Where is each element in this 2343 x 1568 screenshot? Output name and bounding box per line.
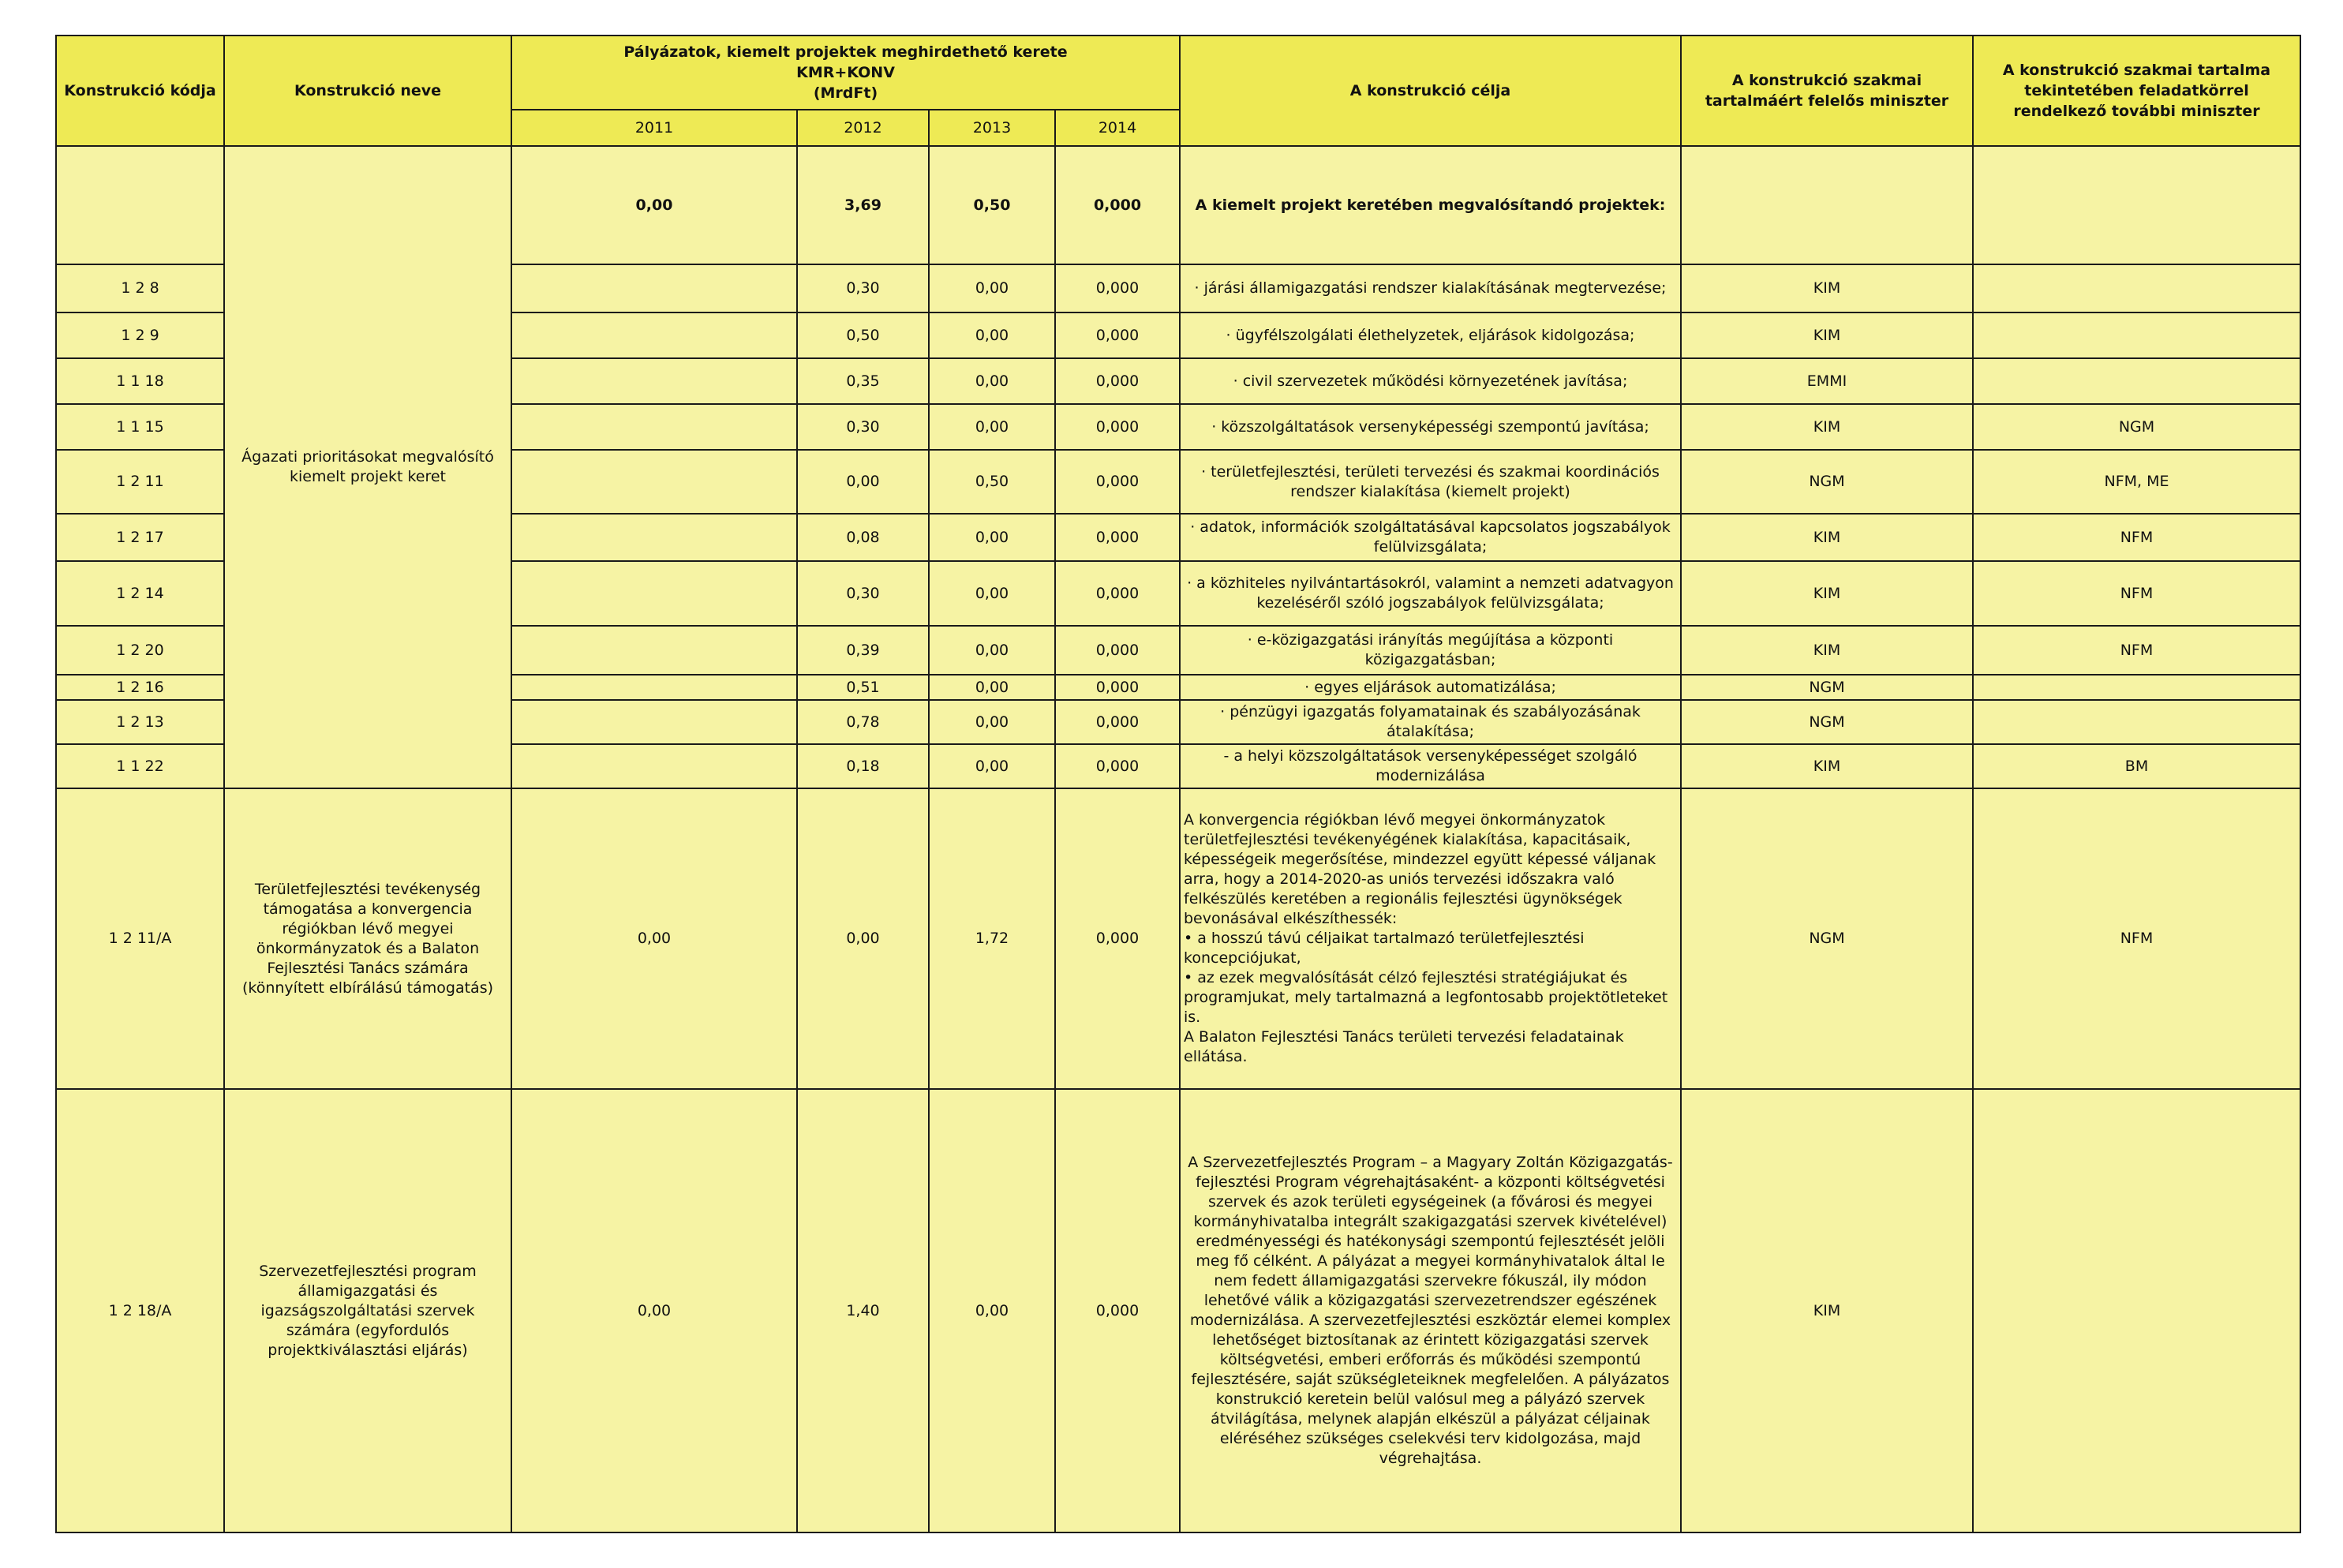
cell-2011 xyxy=(511,312,797,358)
cell-other-minister xyxy=(1973,358,2300,404)
cell-goal: A kiemelt projekt keretében megvalósítandó projektek: xyxy=(1180,146,1681,264)
cell-goal: · ügyfélszolgálati élethelyzetek, eljárások kidolgozása; xyxy=(1180,312,1681,358)
cell-2014: 0,000 xyxy=(1055,264,1180,312)
cell-code: 1 2 11 xyxy=(56,450,224,514)
table-row xyxy=(56,788,2300,1089)
construction-table xyxy=(55,35,2301,1533)
cell-name: Területfejlesztési tevékenység támogatása a konvergencia régiókban lévő megyei önkormányzatok és a Balaton Fejlesztési Tanács számára (könnyített elbírálású támogatás) xyxy=(224,788,511,1089)
cell-2012: 0,08 xyxy=(797,514,929,561)
cell-code: 1 1 22 xyxy=(56,744,224,788)
cell-other-minister: NFM xyxy=(1973,561,2300,626)
cell-2014: 0,000 xyxy=(1055,514,1180,561)
cell-2014: 0,000 xyxy=(1055,700,1180,744)
cell-2011 xyxy=(511,264,797,312)
cell-other-minister: NFM xyxy=(1973,788,2300,1089)
cell-2011 xyxy=(511,700,797,744)
cell-2012: 0,00 xyxy=(797,450,929,514)
cell-minister xyxy=(1681,146,1973,264)
cell-2013: 0,00 xyxy=(929,700,1055,744)
header-code: Konstrukció kódja xyxy=(56,36,224,146)
cell-2011 xyxy=(511,514,797,561)
cell-2012: 0,78 xyxy=(797,700,929,744)
cell-other-minister xyxy=(1973,264,2300,312)
cell-code: 1 2 16 xyxy=(56,675,224,700)
cell-goal: A Szervezetfejlesztés Program – a Magyary Zoltán Közigazgatás-fejlesztési Program végrehajtásaként- a központi költségvetési szervek és azok területi egységeinek (a fővárosi és megyei kormányhivatalba integrált szakigazgatási szervek kivételével) eredményességi és hatékonysági szempontú fejlesztését jelöli meg fő célként. A pályázat a megyei kormányhivatalok által le nem fedett államigazgatási szervekre fókuszál, ily módon lehetővé válik a közigazgatási szervezetrendszer egészének modernizálása. A szervezetfejlesztési eszköztár elemei komplex lehetőséget biztosítanak az érintett közigazgatási szervek költségvetési, emberi erőforrás és működési szempontú fejlesztésére, saját szükségleteiknek megfelelően. A pályázatos konstrukció keretein belül valósul meg a pályázó szervek átvilágítása, melynek alapján elkészül a pályázat céljainak eléréséhez szükséges cselekvési terv kidolgozása, majd végrehajtása. xyxy=(1180,1089,1681,1532)
cell-2014: 0,000 xyxy=(1055,675,1180,700)
cell-name: Szervezetfejlesztési program államigazgatási és igazságszolgáltatási szervek számára (egyfordulós projektkiválasztási eljárás) xyxy=(224,1089,511,1532)
cell-minister: KIM xyxy=(1681,264,1973,312)
cell-other-minister: BM xyxy=(1973,744,2300,788)
cell-2011 xyxy=(511,404,797,450)
cell-code: 1 2 9 xyxy=(56,312,224,358)
cell-minister: EMMI xyxy=(1681,358,1973,404)
document-page xyxy=(55,35,2300,1533)
cell-2013: 1,72 xyxy=(929,788,1055,1089)
cell-2012: 0,30 xyxy=(797,404,929,450)
cell-minister: NGM xyxy=(1681,450,1973,514)
cell-code: 1 1 18 xyxy=(56,358,224,404)
cell-minister: KIM xyxy=(1681,404,1973,450)
cell-2014: 0,000 xyxy=(1055,146,1180,264)
cell-code: 1 2 20 xyxy=(56,626,224,675)
cell-goal: · a közhiteles nyilvántartásokról, valamint a nemzeti adatvagyon kezeléséről szóló jogszabályok felülvizsgálata; xyxy=(1180,561,1681,626)
cell-2011: 0,00 xyxy=(511,1089,797,1532)
cell-2013: 0,00 xyxy=(929,561,1055,626)
header-year-2013: 2013 xyxy=(929,110,1055,146)
cell-minister: KIM xyxy=(1681,561,1973,626)
cell-2014: 0,000 xyxy=(1055,744,1180,788)
cell-2013: 0,00 xyxy=(929,675,1055,700)
cell-other-minister: NFM xyxy=(1973,626,2300,675)
header-goal: A konstrukció célja xyxy=(1180,36,1681,146)
cell-goal: · pénzügyi igazgatás folyamatainak és szabályozásának átalakítása; xyxy=(1180,700,1681,744)
header-year-2012: 2012 xyxy=(797,110,929,146)
cell-other-minister xyxy=(1973,700,2300,744)
cell-2011: 0,00 xyxy=(511,146,797,264)
table-row-total xyxy=(56,146,2300,264)
cell-2014: 0,000 xyxy=(1055,358,1180,404)
cell-2013: 0,00 xyxy=(929,264,1055,312)
cell-other-minister: NFM, ME xyxy=(1973,450,2300,514)
header-name: Konstrukció neve xyxy=(224,36,511,146)
cell-goal: · adatok, információk szolgáltatásával kapcsolatos jogszabályok felülvizsgálata; xyxy=(1180,514,1681,561)
header-year-2014: 2014 xyxy=(1055,110,1180,146)
cell-2013: 0,50 xyxy=(929,450,1055,514)
cell-2011 xyxy=(511,744,797,788)
cell-2013: 0,00 xyxy=(929,358,1055,404)
cell-2012: 1,40 xyxy=(797,1089,929,1532)
cell-code: 1 2 14 xyxy=(56,561,224,626)
cell-2014: 0,000 xyxy=(1055,312,1180,358)
cell-goal: · civil szervezetek működési környezetének javítása; xyxy=(1180,358,1681,404)
header-minister: A konstrukció szakmai tartalmáért felelős miniszter xyxy=(1681,36,1973,146)
header-frame-title: Pályázatok, kiemelt projektek meghirdethető kerete KMR+KONV (MrdFt) xyxy=(511,36,1180,110)
cell-2014: 0,000 xyxy=(1055,450,1180,514)
table-row xyxy=(56,1089,2300,1532)
cell-goal: · közszolgáltatások versenyképességi szempontú javítása; xyxy=(1180,404,1681,450)
cell-code xyxy=(56,146,224,264)
cell-2012: 3,69 xyxy=(797,146,929,264)
cell-code: 1 2 11/A xyxy=(56,788,224,1089)
cell-2014: 0,000 xyxy=(1055,404,1180,450)
cell-2012: 0,30 xyxy=(797,264,929,312)
cell-2014: 0,000 xyxy=(1055,626,1180,675)
cell-2014: 0,000 xyxy=(1055,561,1180,626)
cell-2011 xyxy=(511,450,797,514)
header-other-minister: A konstrukció szakmai tartalma tekintetében feladatkörrel rendelkező további miniszter xyxy=(1973,36,2300,146)
cell-2012: 0,30 xyxy=(797,561,929,626)
cell-goal: · egyes eljárások automatizálása; xyxy=(1180,675,1681,700)
cell-2013: 0,00 xyxy=(929,626,1055,675)
cell-2012: 0,35 xyxy=(797,358,929,404)
cell-other-minister xyxy=(1973,146,2300,264)
cell-minister: KIM xyxy=(1681,626,1973,675)
cell-2014: 0,000 xyxy=(1055,1089,1180,1532)
cell-goal: · e-közigazgatási irányítás megújítása a központi közigazgatásban; xyxy=(1180,626,1681,675)
cell-2013: 0,00 xyxy=(929,312,1055,358)
cell-minister: NGM xyxy=(1681,788,1973,1089)
cell-code: 1 2 8 xyxy=(56,264,224,312)
cell-2011: 0,00 xyxy=(511,788,797,1089)
cell-2011 xyxy=(511,358,797,404)
cell-2012: 0,51 xyxy=(797,675,929,700)
cell-2011 xyxy=(511,626,797,675)
cell-other-minister xyxy=(1973,675,2300,700)
cell-goal: · járási államigazgatási rendszer kialakításának megtervezése; xyxy=(1180,264,1681,312)
cell-goal: - a helyi közszolgáltatások versenyképességet szolgáló modernizálása xyxy=(1180,744,1681,788)
table-header xyxy=(56,36,2300,146)
table-body xyxy=(56,146,2300,1532)
cell-other-minister xyxy=(1973,312,2300,358)
cell-2014: 0,000 xyxy=(1055,788,1180,1089)
cell-2013: 0,00 xyxy=(929,744,1055,788)
cell-2012: 0,18 xyxy=(797,744,929,788)
cell-goal: A konvergencia régiókban lévő megyei önkormányzatok területfejlesztési tevékenyégének kialakítása, kapacitásaik, képességeik megerősítése, mindezzel együtt képessé váljanak arra, hogy a 2014-2020-as uniós tervezési időszakra való felkészülés keretében a regionális fejlesztési ügynökségek bevonásával elkészíthessék: • a hosszú távú céljaikat tartalmazó területfejlesztési koncepciójukat, • az ezek megvalósítását célzó fejlesztési stratégiájukat és programjukat, mely tartalmazná a legfontosabb projektötleteket is. A Balaton Fejlesztési Tanács területi tervezési feladatainak ellátása. xyxy=(1180,788,1681,1089)
cell-minister: KIM xyxy=(1681,1089,1973,1532)
cell-2011 xyxy=(511,561,797,626)
cell-minister: KIM xyxy=(1681,514,1973,561)
cell-code: 1 2 18/A xyxy=(56,1089,224,1532)
header-year-2011: 2011 xyxy=(511,110,797,146)
cell-2012: 0,50 xyxy=(797,312,929,358)
cell-group-name: Ágazati prioritásokat megvalósító kiemelt projekt keret xyxy=(224,146,511,788)
cell-minister: KIM xyxy=(1681,312,1973,358)
cell-minister: KIM xyxy=(1681,744,1973,788)
cell-code: 1 1 15 xyxy=(56,404,224,450)
cell-2011 xyxy=(511,675,797,700)
cell-code: 1 2 17 xyxy=(56,514,224,561)
cell-2012: 0,00 xyxy=(797,788,929,1089)
cell-2013: 0,00 xyxy=(929,1089,1055,1532)
cell-goal: · területfejlesztési, területi tervezési és szakmai koordinációs rendszer kialakítása (kiemelt projekt) xyxy=(1180,450,1681,514)
cell-2012: 0,39 xyxy=(797,626,929,675)
cell-code: 1 2 13 xyxy=(56,700,224,744)
cell-other-minister: NGM xyxy=(1973,404,2300,450)
cell-minister: NGM xyxy=(1681,700,1973,744)
cell-2013: 0,00 xyxy=(929,514,1055,561)
cell-other-minister: NFM xyxy=(1973,514,2300,561)
cell-minister: NGM xyxy=(1681,675,1973,700)
cell-other-minister xyxy=(1973,1089,2300,1532)
cell-2013: 0,50 xyxy=(929,146,1055,264)
cell-2013: 0,00 xyxy=(929,404,1055,450)
